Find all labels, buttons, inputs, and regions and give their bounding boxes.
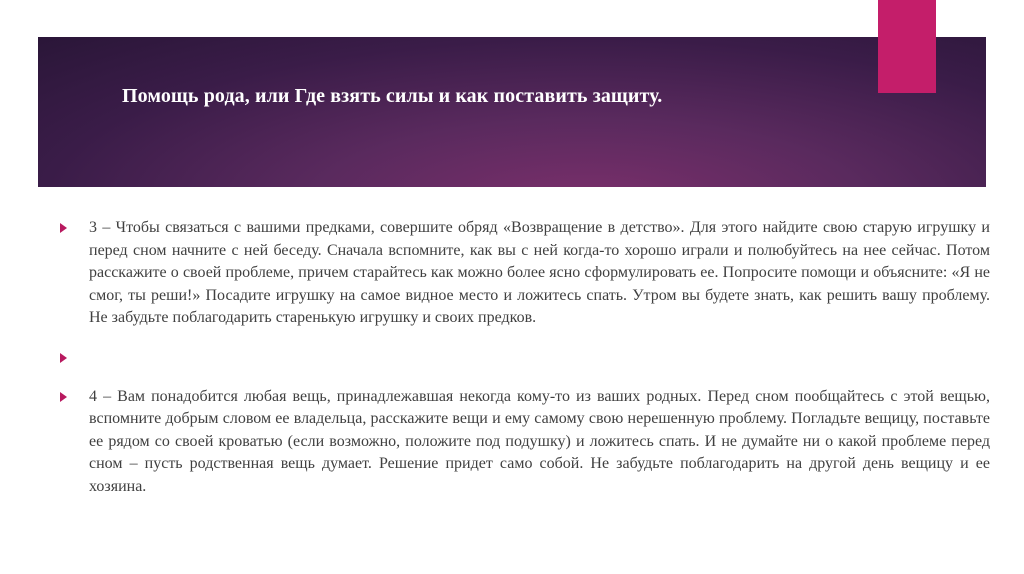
bullet-text: 4 – Вам понадобится любая вещь, принадлежавшая некогда кому-то из ваших родных. Перед сном пообщайтесь с этой вещью, вспомните добрым словом ее владельца, расскажите вещи и ему самому свою нерешенную проблему. Погладьте вещицу, поставьте ее рядом со своей кроватью (если возможно, положите под подушку) и ложитесь спать. И не думайте ни о какой проблеме перед сном – пусть родственная вещь думает. Решение придет само собой. Не забудьте поблагодарить на другой день вещицу и ее хозяина. xyxy=(89,387,990,495)
bullet-text: 3 – Чтобы связаться с вашими предками, совершите обряд «Возвращение в детство». Для этого найдите свою старую игрушку и перед сном начните с ней беседу. Сначала вспомните, как вы с ней когда-то хорошо играли и полюбуйтесь на нее сейчас. Потом расскажите о своей проблеме, причем старайтесь как можно более ясно сформулировать ее. Попросите помощи и объясните: «Я не смог, ты реши!» Посадите игрушку на самое видное место и ложитесь спать. Утром вы будете знать, как решить вашу проблему. Не забудьте поблагодарить старенькую игрушку и своих предков. xyxy=(89,219,990,326)
bullet-arrow-icon xyxy=(60,392,67,402)
bullet-item-2 xyxy=(60,347,990,369)
bullet-item-1 xyxy=(60,217,990,330)
slide-content xyxy=(60,217,990,498)
slide-title: Помощь рода, или Где взять силы и как поставить защиту. xyxy=(122,85,663,107)
bullet-arrow-icon xyxy=(60,353,67,363)
bullet-arrow-icon xyxy=(60,223,67,233)
title-band xyxy=(38,37,986,187)
accent-bar xyxy=(878,0,936,93)
bullet-item-3 xyxy=(60,386,990,499)
